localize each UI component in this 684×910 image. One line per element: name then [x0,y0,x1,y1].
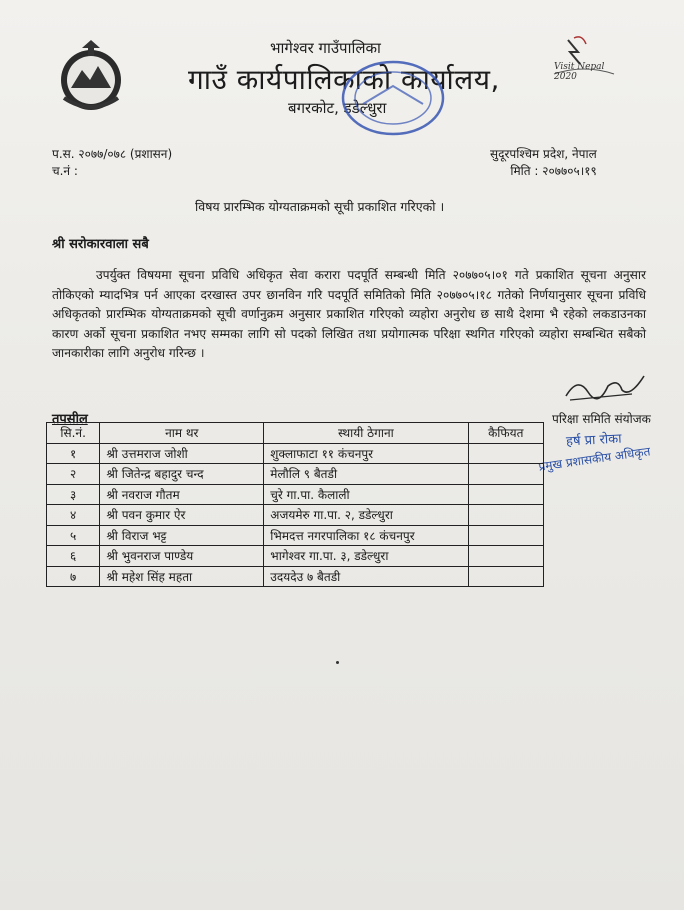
province-block [490,146,597,180]
signatory-title: प्रमुख प्रशासकीय अधिकृत [537,444,652,474]
cell-address: अजयमेरु गा.पा. २, डडेल्धुरा [264,505,468,526]
table-row [47,484,544,505]
header-remarks: कैफियत [468,423,543,444]
table-row [47,464,544,485]
cell-address: मेलौलि ९ बैतडी [264,464,468,485]
signatory-role: परिक्षा समिति संयोजक [552,412,651,426]
province-name: सुदूरपश्चिम प्रदेश, नेपाल [490,147,597,161]
reference-block [52,146,172,180]
page-dot-mark [336,661,339,664]
visit-nepal-logo [548,34,618,84]
cell-name: श्री जितेन्द्र बहादुर चन्द [100,464,264,485]
cell-address: शुक्लाफाटा ११ कंचनपुर [264,443,468,464]
table-row [47,505,544,526]
cell-name: श्री महेश सिंह महता [100,566,264,587]
cell-serial: ४ [47,505,100,526]
cell-serial: ५ [47,525,100,546]
cell-address: भिमदत्त नगरपालिका १८ कंचनपुर [264,525,468,546]
cell-serial: ७ [47,566,100,587]
cell-name: श्री उत्तमराज जोशी [100,443,264,464]
cell-serial: ३ [47,484,100,505]
header-name: नाम थर [100,423,264,444]
cell-remarks [468,484,543,505]
cell-remarks [468,505,543,526]
cell-remarks [468,566,543,587]
letter-date: मिति : २०७७०५।१९ [510,164,597,178]
government-emblem-logo [52,38,130,116]
dispatch-number: च.नं : [52,164,78,178]
header-serial: सि.नं. [47,423,100,444]
cell-remarks [468,546,543,567]
cell-remarks [468,464,543,485]
signature [560,372,650,406]
cell-name: श्री विराज भट्ट [100,525,264,546]
candidate-table [46,422,544,587]
table-header-row [47,423,544,444]
table-row [47,546,544,567]
cell-address: भागेश्वर गा.पा. ३, डडेल्धुरा [264,546,468,567]
cell-serial: ६ [47,546,100,567]
letter-body: उपर्युक्त विषयमा सूचना प्रविधि अधिकृत सेवा करारा पदपूर्ति सम्बन्धी मिति २०७७०५।०१ गते प्रकाशित सूचना अनुसार तोकिएको म्यादभित्र पर्न आएका दरखास्त उपर छानविन गरि पदपूर्ति समितिको मिति २०७७०५।१८ गतेको निर्णयानुसार सूचना प्रविधि अधिकृतको प्रारम्भिक योग्यताक्रमको सूची वर्णानुक्रम अनुसार प्रकाशित गरिएको व्यहोरा अनुरोध छ साथै देशमा भै रहेको लकडाउनका कारण अर्को सूचना प्रकाशित नभए सम्मका लागि सो पदको लिखित तथा प्रयोगात्मक परिक्षा स्थगित गरिएको व्यहोरा सम्बन्धित सबैको जानकारीका लागि अनुरोध गरिन्छ । [52,268,646,360]
signatory-name: हर्ष प्रा रोका [565,431,622,450]
cell-serial: २ [47,464,100,485]
cell-name: श्री नवराज गौतम [100,484,264,505]
cell-name: श्री भुवनराज पाण्डेय [100,546,264,567]
details-label: तपसील [52,412,88,427]
office-stamp [338,56,448,140]
cell-address: उदयदेउ ७ बैतडी [264,566,468,587]
visit-nepal-text: Visit Nepal 2020 [554,62,605,82]
table-row [47,443,544,464]
salutation: श्री सरोकारवाला सबै [52,237,149,252]
letter-subject: विषय प्रारम्भिक योग्यताक्रमको सूची प्रकाशित गरिएको । [195,199,445,214]
header-address: स्थायी ठेगाना [264,423,468,444]
cell-serial: १ [47,443,100,464]
letter-number: प.स. २०७७/०७८ (प्रशासन) [52,147,173,161]
header-municipality: भागेश्वर गाउँपालिका [270,39,381,57]
cell-address: चुरे गा.पा. कैलाली [264,484,468,505]
header-address: बगरकोट, डडेल्धुरा [288,99,387,117]
table-row [47,566,544,587]
header-office-title: गाउँ कार्यपालिकाको कार्यालय, [188,63,500,96]
table-row [47,525,544,546]
cell-remarks [468,525,543,546]
cell-name: श्री पवन कुमार ऐर [100,505,264,526]
cell-remarks [468,443,543,464]
